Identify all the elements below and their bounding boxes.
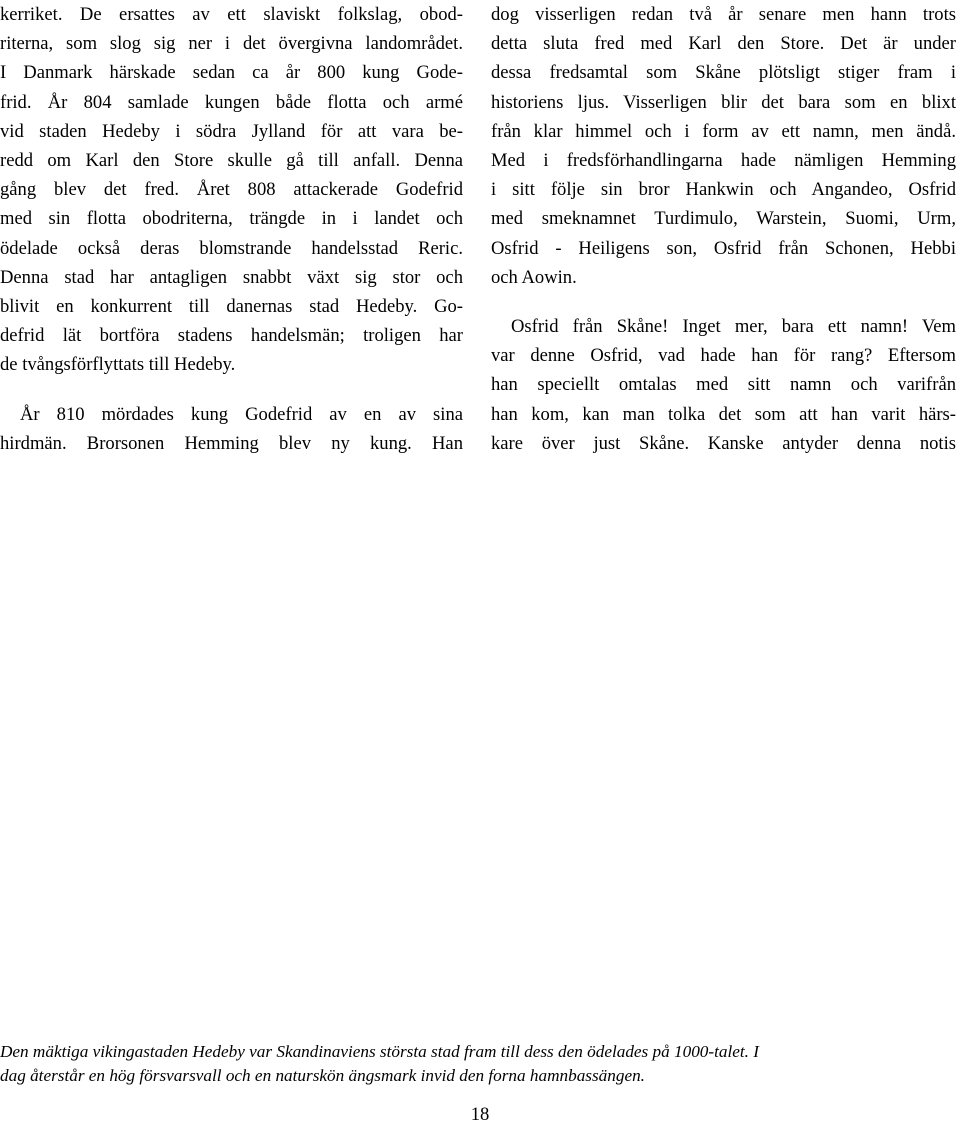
left-paragraph-2 bbox=[0, 400, 463, 458]
text-line: detta sluta fred med Karl den Store. Det är under bbox=[491, 33, 956, 55]
text-line: i sitt följe sin bror Hankwin och Angandeo, Osfrid bbox=[491, 179, 956, 201]
right-paragraph-1 bbox=[491, 0, 956, 292]
text-line: Osfrid från Skåne! Inget mer, bara ett namn! Vem bbox=[511, 316, 956, 338]
text-line: redd om Karl den Store skulle gå till anfall. Denna bbox=[0, 150, 463, 172]
image-caption bbox=[0, 1040, 956, 1088]
text-line: defrid lät bortföra stadens handelsmän; troligen har bbox=[0, 325, 463, 347]
text-line: Osfrid - Heiligens son, Osfrid från Schonen, Hebbi bbox=[491, 237, 956, 259]
text-line: han speciellt omtalas med sitt namn och varifrån bbox=[491, 374, 956, 396]
text-line: hirdmän. Brorsonen Hemming blev ny kung. Han bbox=[0, 432, 463, 454]
text-line: I Danmark härskade sedan ca år 800 kung Gode- bbox=[0, 62, 463, 84]
text-line: kerriket. De ersattes av ett slaviskt folkslag, obod- bbox=[0, 4, 463, 25]
text-line: han kom, kan man tolka det som att han varit härs- bbox=[491, 403, 956, 425]
text-line: var denne Osfrid, vad hade han för rang? Eftersom bbox=[491, 345, 956, 367]
text-line: historiens ljus. Visserligen blir det bara som en blixt bbox=[491, 91, 956, 113]
caption-line: dag återstår en hög försvarsvall och en naturskön ängsmark invid den forna hamnbassängen. bbox=[0, 1066, 645, 1085]
text-line: de tvångsförflyttats till Hedeby. bbox=[0, 354, 236, 376]
text-line: med smeknamnet Turdimulo, Warstein, Suomi, Urm, bbox=[491, 208, 956, 230]
left-column bbox=[0, 0, 463, 458]
caption-line: Den mäktiga vikingastaden Hedeby var Skandinaviens största stad fram till dess den ödelades på 1000-talet. I bbox=[0, 1042, 759, 1061]
text-line: År 810 mördades kung Godefrid av en av sina bbox=[20, 403, 463, 425]
right-paragraph-2 bbox=[491, 312, 956, 458]
text-line: dessa fredsamtal som Skåne plötsligt stiger fram i bbox=[491, 62, 956, 84]
text-line: Med i fredsförhandlingarna hade nämligen Hemming bbox=[491, 150, 956, 172]
text-line: från klar himmel och i form av ett namn, men ändå. bbox=[491, 120, 956, 142]
text-line: gång blev det fred. Året 808 attackerade Godefrid bbox=[0, 179, 463, 201]
text-line: vid staden Hedeby i södra Jylland för att vara be- bbox=[0, 120, 463, 142]
text-line: Denna stad har antagligen snabbt växt sig stor och bbox=[0, 266, 463, 288]
text-line: och Aowin. bbox=[491, 266, 577, 288]
text-line: frid. År 804 samlade kungen både flotta och armé bbox=[0, 91, 463, 113]
text-line: dog visserligen redan två år senare men hann trots bbox=[491, 4, 956, 25]
text-line: med sin flotta obodriterna, trängde in i landet och bbox=[0, 208, 463, 230]
paragraph-gap bbox=[0, 380, 463, 400]
right-column bbox=[491, 0, 956, 458]
left-paragraph-1 bbox=[0, 0, 463, 380]
text-line: blivit en konkurrent till danernas stad Hedeby. Go- bbox=[0, 296, 463, 318]
text-line: ödelade också deras blomstrande handelsstad Reric. bbox=[0, 237, 463, 259]
text-line: riterna, som slog sig ner i det övergivna landområdet. bbox=[0, 33, 463, 55]
text-line: kare över just Skåne. Kanske antyder denna notis bbox=[491, 432, 956, 454]
paragraph-gap bbox=[491, 292, 956, 312]
page-number: 18 bbox=[470, 1104, 490, 1125]
